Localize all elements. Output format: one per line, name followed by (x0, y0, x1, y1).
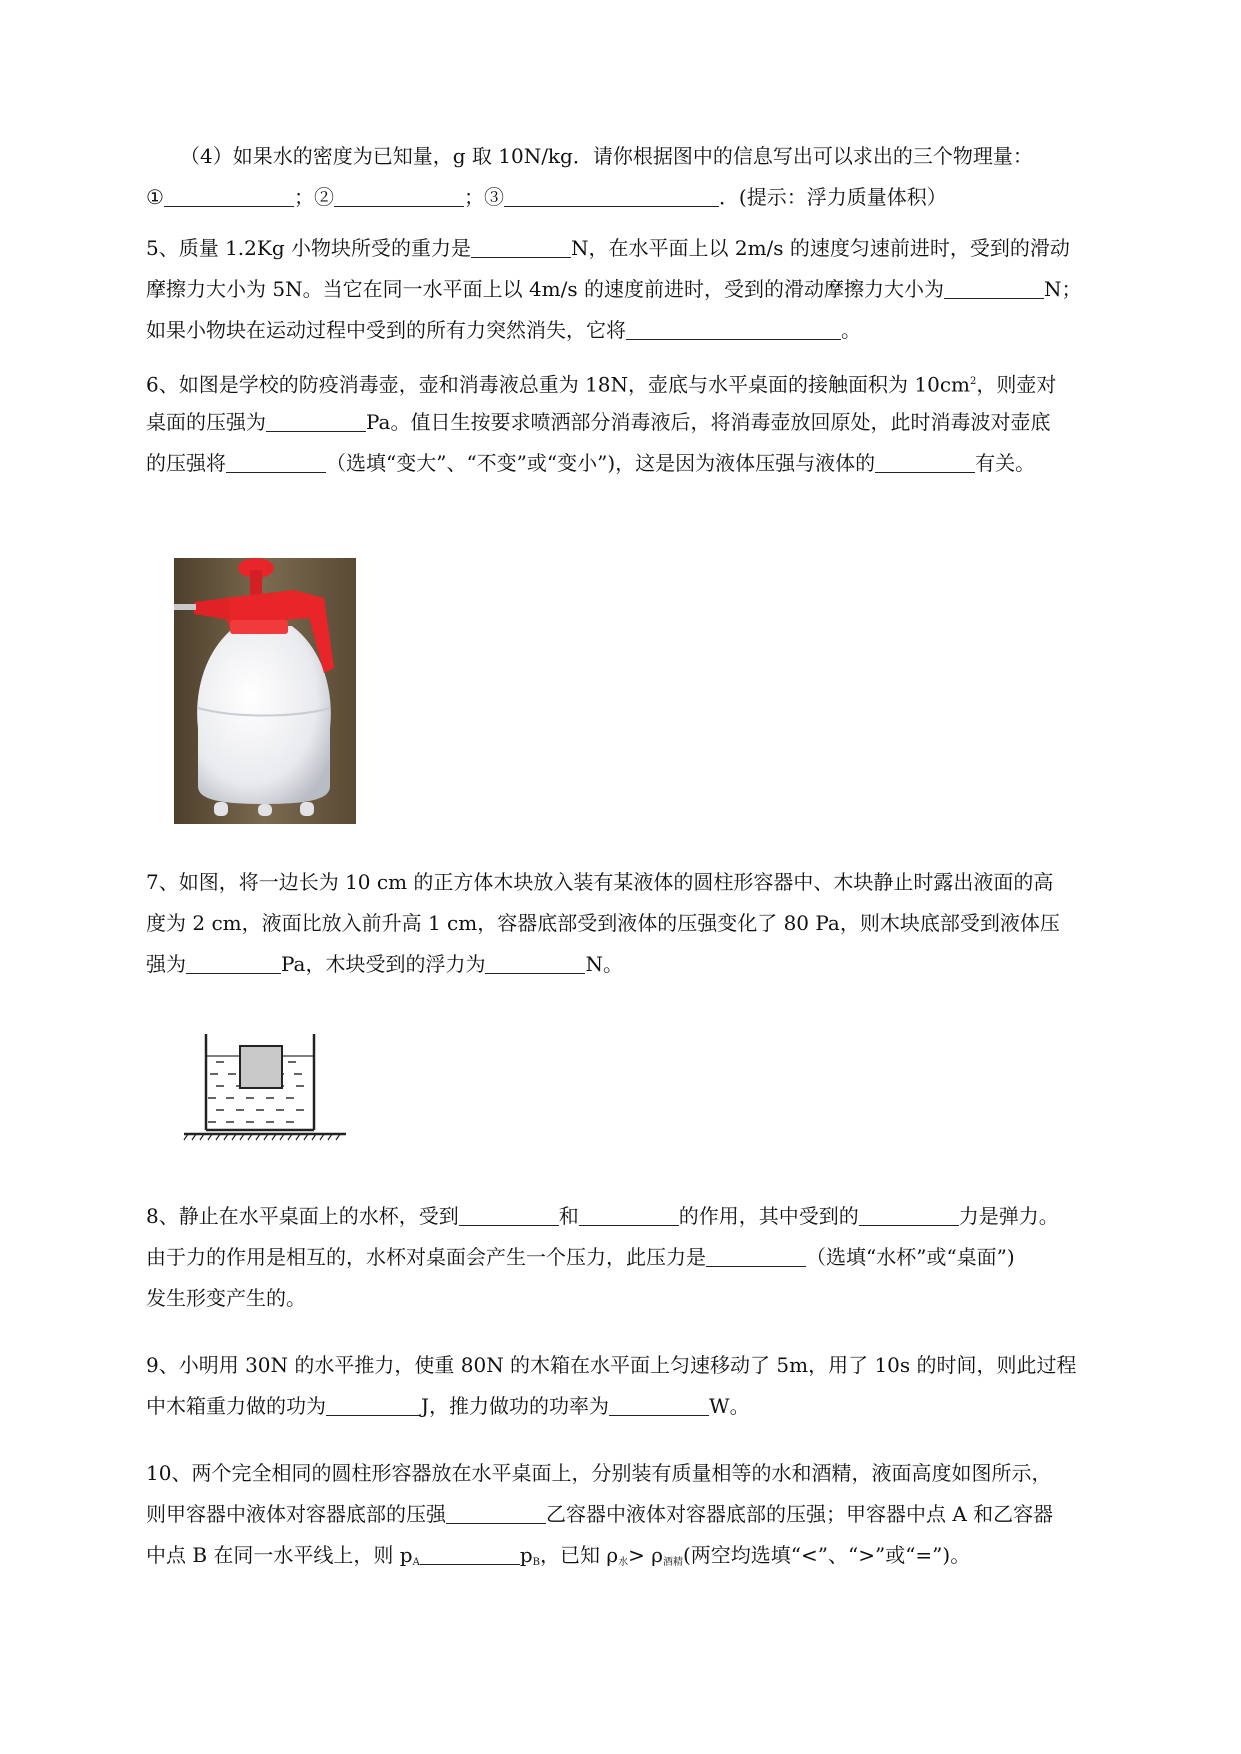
question-4-line-2: ① ；② ；③ ．(提示：浮力质量体积） (146, 185, 947, 209)
question-5: 5、质量 1.2Kg 小物块所受的重力是 N，在水平面上以 2m/s 的速度匀速前进时，受到的滑动 摩擦力大小为 5N。当它在同一水平面上以 4m/s 的速度前进时，受到的滑动摩擦力大小为 N； 如果小物块在运动过程中受到的所有力突然消失，它将 。 (146, 236, 1082, 342)
answer-blank[interactable] (485, 951, 585, 974)
question-4-line-1: （4）如果水的密度为已知量，g 取 10N/kg．请你根据图中的信息写出可以求出的三个物理量： (180, 144, 1033, 168)
question-9: 9、小明用 30N 的水平推力，使重 80N 的木箱在水平面上匀速移动了 5m，用了 10s 的时间，则此过程 中木箱重力做的功为 J，推力做功的功率为 W。 (146, 1353, 1077, 1418)
answer-blank[interactable] (859, 1203, 959, 1226)
sprayer-illustration (174, 558, 356, 824)
answer-blank[interactable] (944, 276, 1044, 299)
wood-block (240, 1046, 282, 1088)
question-6: 6、如图是学校的防疫消毒壶，壶和消毒液总重为 18N，壶底与水平桌面的接触面积为 $10cm^2$，则壶对 桌面的压强为 Pa。值日生按要求喷洒部分消毒液后，将消毒壶放回原处，此时消毒波对壶底 的压强将 （选填“变大”、“不变”或“变小”)，这是因为液体压强与液体的 有关。 (146, 372, 1057, 475)
answer-blank[interactable] (186, 951, 281, 974)
answer-blank[interactable] (706, 1244, 806, 1267)
question-4 (146, 136, 1166, 218)
question-7: 7、如图，将一边长为 10 cm 的正方体木块放入装有某液体的圆柱形容器中、木块静止时露出液面的高 度为 2 cm，液面比放入前升高 1 cm，容器底部受到液体的压强变化了 80 Pa，则木块底部受到液体压 强为 Pa，木块受到的浮力为 N。 (146, 870, 1060, 976)
answer-blank[interactable] (266, 409, 366, 432)
question-8: 8、静止在水平桌面上的水杯，受到 和 的作用，其中受到的 力是弹力。 由于力的作用是相互的，水杯对桌面会产生一个压力，此压力是 （选填“水杯”或“桌面”) 发生形变产生的。 (146, 1204, 1059, 1310)
answer-blank[interactable] (609, 1393, 709, 1416)
answer-blank[interactable] (420, 1542, 520, 1565)
answer-blank[interactable] (446, 1501, 546, 1524)
answer-blank[interactable] (875, 450, 975, 473)
sprayer-photo (174, 558, 356, 824)
container-diagram (180, 1030, 350, 1150)
answer-blank[interactable] (326, 1393, 421, 1416)
question-10: 10、两个完全相同的圆柱形容器放在水平桌面上，分别装有质量相等的水和酒精，液面高度如图所示， 则甲容器中液体对容器底部的压强 乙容器中液体对容器底部的压强；甲容器中点 A 和乙容器 中点 B 在同一水平线上，则 $p_A$ $p_B$，已知 $\rho_水> \rho_{酒精}$(两空均选填“<”、“>”或“=”)。 (146, 1461, 1054, 1568)
answer-blank[interactable] (471, 235, 571, 258)
answer-blank[interactable] (334, 184, 464, 207)
answer-blank[interactable] (626, 317, 841, 340)
answer-blank[interactable] (164, 184, 294, 207)
answer-blank[interactable] (226, 450, 326, 473)
answer-blank[interactable] (579, 1203, 679, 1226)
container-illustration (180, 1030, 350, 1150)
answer-blank[interactable] (459, 1203, 559, 1226)
answer-blank[interactable] (504, 184, 719, 207)
